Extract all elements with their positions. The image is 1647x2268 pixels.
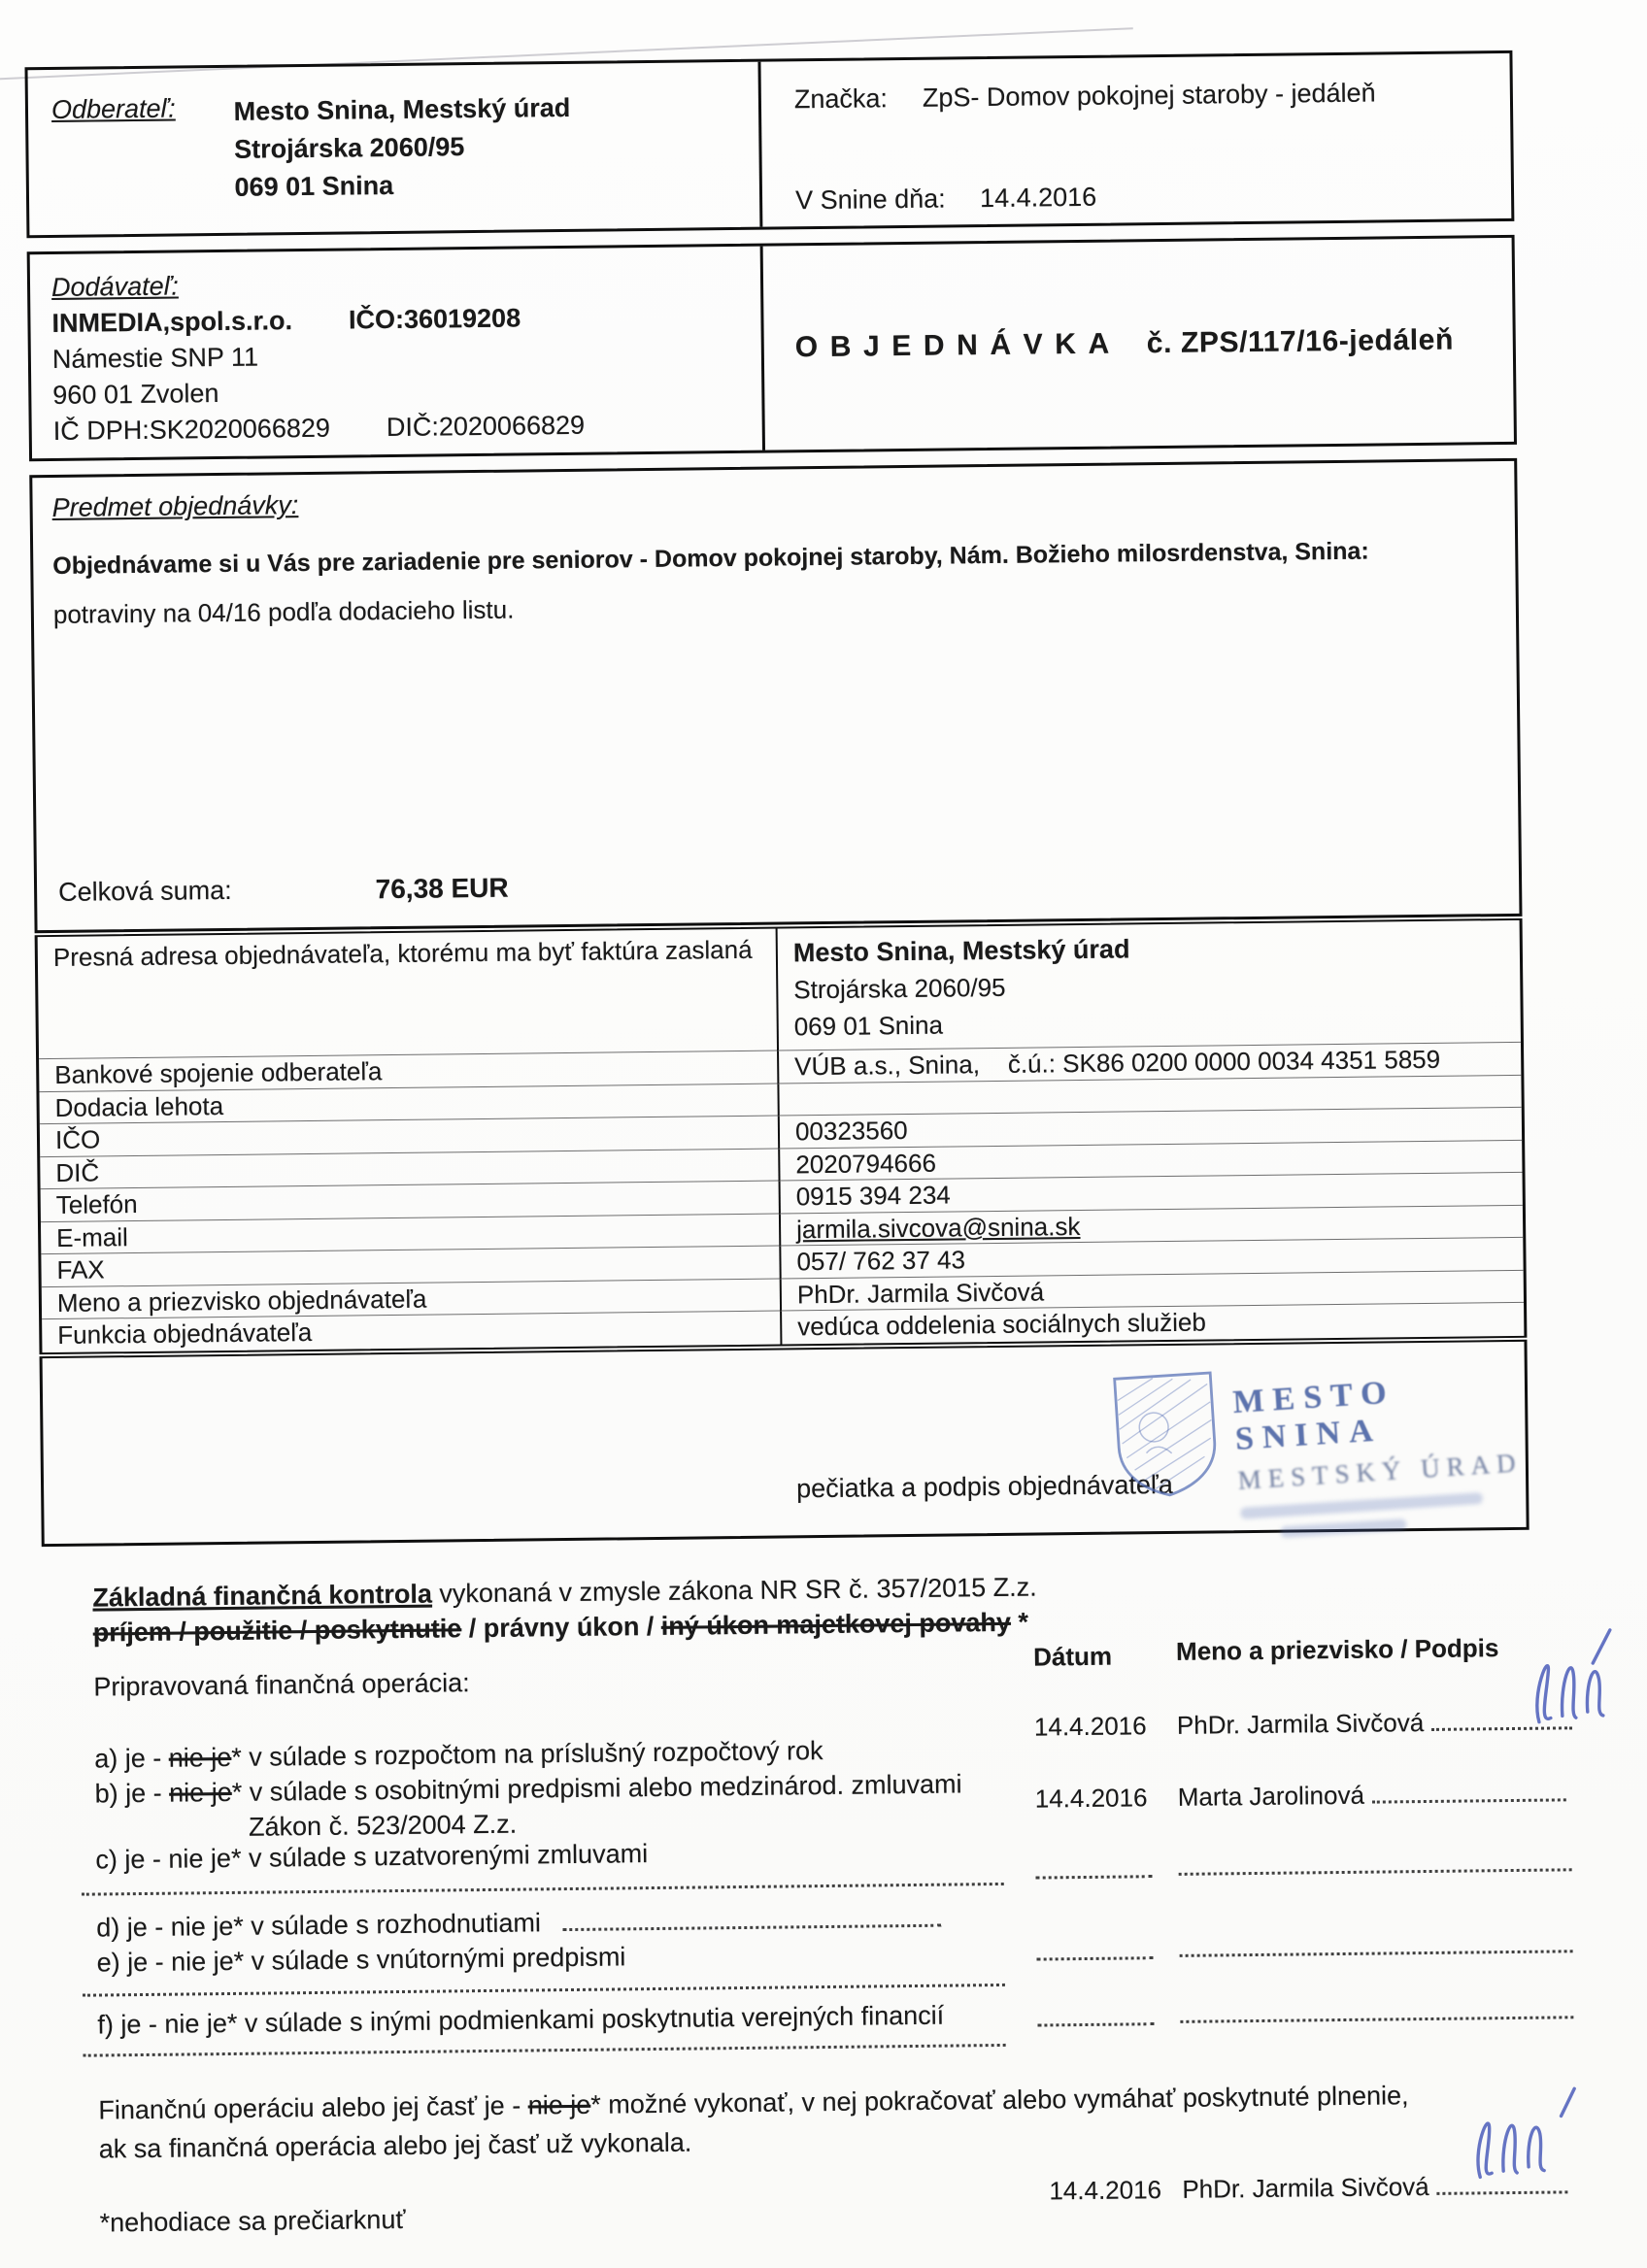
- signoff-name-text: PhDr. Jarmila Sivčová: [1176, 1708, 1425, 1740]
- dotted-line: [1036, 1872, 1153, 1879]
- operation-type-options: [93, 1608, 1029, 1649]
- dotted-line: [83, 1981, 1005, 1997]
- date-value: 14.4.2016: [979, 182, 1097, 214]
- customer-address-line: 069 01 Snina: [234, 170, 394, 202]
- order-title: OBJEDNÁVKA: [794, 327, 1123, 364]
- table-value: vedúca oddelenia sociálnych služieb: [780, 1303, 1524, 1344]
- dotted-line: [1037, 2019, 1154, 2026]
- dotted-line: [1180, 1947, 1573, 1957]
- check-item-e: e) je - nie je* v súlade s vnútornými predpismi: [96, 1942, 626, 1978]
- reference-cell: [757, 53, 1511, 227]
- item-d-text: d) je - nie je* v súlade s rozhodnutiami: [96, 1908, 542, 1943]
- item-b-prefix: b) je -: [94, 1778, 170, 1809]
- stamp-illegible-line: [1240, 1492, 1483, 1519]
- asterisk: *: [1010, 1607, 1029, 1637]
- supplier-label: Dodávateľ:: [50, 271, 179, 302]
- dotted-line: [1437, 2188, 1568, 2195]
- total-value: 76,38 EUR: [375, 872, 509, 905]
- order-number: č. ZPS/117/16-jedáleň: [1146, 323, 1455, 360]
- item-b-text: * v súlade s osobitnými predpismi alebo medzinárod. zmluvami: [231, 1769, 962, 1807]
- handwritten-signature: [1460, 2081, 1587, 2188]
- table-label: Telefón: [41, 1182, 779, 1222]
- signoff-date: 14.4.2016: [1034, 1783, 1148, 1814]
- supplier-title-box: [27, 235, 1517, 461]
- stamp-city-name: MESTO SNINA: [1231, 1374, 1396, 1458]
- table-value: [776, 920, 1521, 1051]
- customer-reference-box: [24, 50, 1514, 238]
- order-title-cell: [760, 238, 1514, 450]
- customer-cell: [28, 62, 760, 236]
- dotted-line: [1180, 2013, 1573, 2023]
- table-value: PhDr. Jarmila Sivčová: [780, 1271, 1524, 1312]
- coat-of-arms-shield-icon: [1107, 1362, 1226, 1507]
- email-value: jarmila.sivcova@snina.sk: [795, 1211, 1081, 1245]
- item-b-note: Zákon č. 523/2004 Z.z.: [248, 1809, 518, 1842]
- dotted-line: [82, 1880, 1004, 1896]
- signoff-name-text: Marta Jarolinová: [1177, 1780, 1365, 1812]
- struck-options-1: príjem / použitie / poskytnutie: [92, 1614, 462, 1648]
- reference-label: Značka:: [793, 83, 889, 115]
- supplier-dic: DIČ:2020066829: [386, 410, 586, 443]
- table-label: IČO: [40, 1117, 778, 1157]
- customer-label: Odberateľ:: [50, 93, 176, 124]
- total-label: Celková suma:: [57, 875, 232, 907]
- item-b-struck: nie je: [169, 1777, 232, 1808]
- item-a-struck: nie je: [168, 1742, 232, 1773]
- financial-control-title-rest: vykonaná v zmysle zákona NR SR č. 357/2015 Z.z.: [431, 1572, 1037, 1609]
- closing-statement-line-2: ak sa finančná operácia alebo jej časť už vykonala.: [98, 2127, 692, 2164]
- table-label: Presná adresa objednávateľa, ktorému ma byť faktúra zaslaná: [38, 929, 777, 1060]
- table-value: 00323560: [778, 1108, 1522, 1149]
- table-label: FAX: [41, 1247, 779, 1287]
- table-label: Meno a priezvisko objednávateľa: [42, 1279, 780, 1319]
- dotted-line: [562, 1922, 941, 1931]
- stamp-signature-box: [40, 1340, 1529, 1547]
- reference-value: ZpS- Domov pokojnej staroby - jedáleň: [922, 78, 1376, 113]
- dotted-line: [1179, 1865, 1572, 1876]
- date-label: V Snine dňa:: [794, 183, 946, 216]
- check-item-c: c) je - nie je* v súlade s uzatvorenými zmluvami: [95, 1839, 649, 1875]
- check-item-a: [94, 1736, 824, 1775]
- supplier-name: INMEDIA,spol.s.r.o.: [51, 306, 293, 338]
- table-label: Funkcia objednávateľa: [57, 1317, 313, 1351]
- closing-statement-line-1: [98, 2081, 1409, 2125]
- supplier-street: Námestie SNP 11: [51, 342, 259, 374]
- struck-options-2: iný úkon majetkovej povahy: [660, 1607, 1012, 1641]
- dotted-line: [1037, 1953, 1154, 1960]
- signoff-name: [1177, 1706, 1573, 1741]
- item-a-prefix: a) je -: [94, 1743, 169, 1774]
- column-header-name-signature: Meno a priezvisko / Podpis: [1175, 1633, 1499, 1666]
- check-item-d: [96, 1904, 941, 1944]
- table-label: Bankové spojenie odberateľa: [39, 1051, 777, 1092]
- invoice-details-table: [35, 918, 1528, 1354]
- final-signoff-name-text: PhDr. Jarmila Sivčová: [1182, 2171, 1429, 2204]
- check-item-f: f) je - nie je* v súlade s inými podmienkami poskytnutia verejných financií: [97, 2000, 945, 2040]
- stamp-illegible-line: [1280, 1518, 1407, 1538]
- supplier-city: 960 01 Zvolen: [52, 379, 219, 410]
- check-item-b: [94, 1769, 961, 1809]
- table-label: E-mail: [41, 1214, 779, 1254]
- financial-control-title-main: Základná finančná kontrola: [92, 1579, 433, 1613]
- supplier-vat: IČ DPH:SK2020066829: [52, 413, 331, 446]
- final-signoff-date: 14.4.2016: [1049, 2175, 1162, 2206]
- stamp-text: [1231, 1365, 1543, 1528]
- table-label: Dodacia lehota: [39, 1084, 777, 1124]
- dotted-line: [1431, 1724, 1572, 1731]
- column-header-date: Dátum: [1032, 1641, 1113, 1672]
- table-value: 2020794666: [778, 1140, 1522, 1181]
- closing-prefix: Finančnú operáciu alebo jej časť je -: [98, 2090, 528, 2125]
- footnote: *nehodiace sa prečiarknuť: [99, 2204, 406, 2238]
- table-value: 0915 394 234: [779, 1173, 1523, 1214]
- customer-address-line: Strojárska 2060/95: [233, 132, 465, 164]
- subject-label: Predmet objednávky:: [51, 490, 299, 522]
- supplier-cell: [30, 247, 762, 459]
- order-subject-box: [29, 458, 1522, 933]
- supplier-ico: IČO:36019208: [348, 303, 521, 335]
- customer-address: [233, 89, 571, 207]
- financial-control-title: [92, 1573, 1037, 1614]
- dotted-line: [1372, 1796, 1566, 1803]
- invoice-address-line: Mesto Snina, Mestský úrad: [792, 934, 1130, 968]
- invoice-address-line: Strojárska 2060/95: [793, 972, 1006, 1005]
- dotted-line: [84, 2041, 1006, 2057]
- closing-rest: * možné vykonať, v nej pokračovať alebo vymáhať poskytnuté plnenie,: [590, 2081, 1409, 2119]
- invoice-address-line: 069 01 Snina: [793, 1010, 944, 1042]
- stamp-office-name: MESTSKÝ ÚRAD: [1236, 1448, 1524, 1495]
- item-a-text: * v súlade s rozpočtom na príslušný rozpočtový rok: [231, 1736, 824, 1772]
- table-value: 057/ 762 37 43: [779, 1238, 1523, 1279]
- subject-line-2: potraviny na 04/16 podľa dodacieho listu.: [52, 594, 515, 629]
- prepared-operation-label: Pripravovaná finančná operácia:: [93, 1668, 470, 1702]
- stamp-caption: pečiatka a podpis objednávateľa: [795, 1469, 1173, 1504]
- table-value: VÚB a.s., Snina, č.ú.: SK86 0200 0000 0034 4351 5859: [777, 1043, 1521, 1084]
- signoff-date: 14.4.2016: [1033, 1711, 1147, 1742]
- customer-address-line: Mesto Snina, Mestský úrad: [233, 92, 571, 126]
- subject-line-1: Objednávame si u Vás pre zariadenie pre seniorov - Domov pokojnej staroby, Nám. Božieho milosrdenstva, Snina:: [52, 537, 1369, 580]
- closing-struck: nie je: [527, 2089, 591, 2120]
- signoff-name: [1178, 1778, 1567, 1813]
- kept-option: / právny úkon /: [461, 1611, 662, 1644]
- official-stamp: [1107, 1342, 1544, 1536]
- table-label: DIČ: [40, 1149, 778, 1189]
